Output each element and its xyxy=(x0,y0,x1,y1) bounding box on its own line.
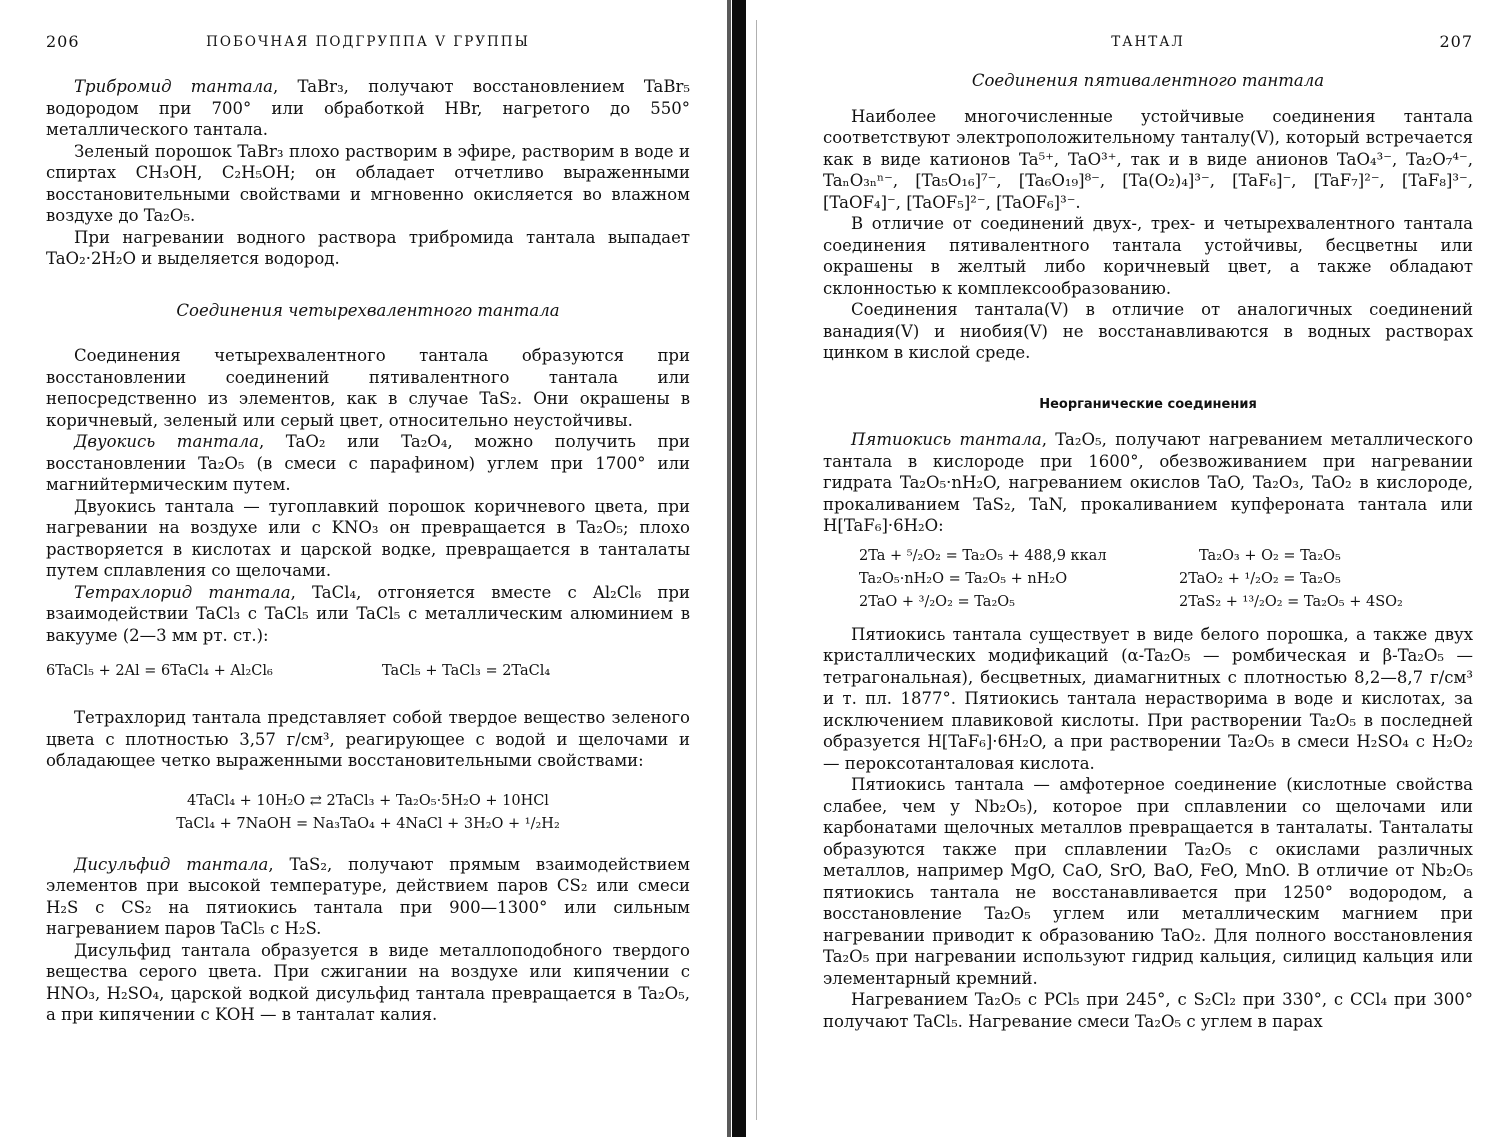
equation-row xyxy=(859,568,1447,591)
paragraph: При нагревании водного раствора трибромида тантала выпадает TaO₂·2H₂O и выделяется водород. xyxy=(46,227,690,268)
term: Дисульфид тантала xyxy=(74,854,269,874)
paragraph: Дисульфид тантала образуется в виде металлоподобного твердого вещества серого цвета. При сжигании на воздухе или кипячении с HNO₃, H₂SO₄, царской водкой дисульфид тантала превращается в Ta₂O₅, а при кипячении с KOH — в танталат калия. xyxy=(46,940,690,1024)
section-heading: Соединения пятивалентного тантала xyxy=(971,71,1325,90)
paragraph: Соединения тантала(V) в отличие от аналогичных соединений ванадия(V) и ниобия(V) не восстанавливаются в водных растворах цинком в кислой среде. xyxy=(823,300,1473,362)
paragraph-text: , TaBr₃, получают восстановлением TaBr₅ водородом при 700° или обработкой HBr, нагретого до 550° металлического тантала. xyxy=(46,77,691,139)
paragraph: Наиболее многочисленные устойчивые соединения тантала соответствуют электроположительному танталу(V), который встречается как в виде катионов Ta⁵⁺, TaO³⁺, так и в виде анионов TaO₄³⁻, Ta₂O₇⁴⁻, TaₙO₃ₙⁿ⁻, [Ta₅O₁₆]⁷⁻, [Ta₆O₁₉]⁸⁻, [Ta(O₂)₄]³⁻, [TaF₆]⁻, [TaF₇]²⁻, [TaF₈]³⁻, [TaOF₄]⁻, [TaOF₅]²⁻, [TaOF₆]³⁻. xyxy=(823,106,1473,212)
running-header: ПОБОЧНАЯ ПОДГРУППА V ГРУППЫ xyxy=(206,34,530,50)
left-page xyxy=(46,0,690,1137)
equation: 2Ta + ⁵/₂O₂ = Ta₂O₅ + 488,9 ккал xyxy=(859,547,1107,564)
right-page xyxy=(823,0,1473,1137)
right-page-header xyxy=(823,32,1473,58)
equation-row xyxy=(46,660,690,683)
page-fold-line xyxy=(756,20,757,1120)
paragraph-text: , TaS₂, получают прямым взаимодействием элементов при высокой температуре, действием паров CS₂ или смеси H₂S с CS₂ на пятиокись тантала при 900—1300° или сильным нагреванием паров TaCl₅ с H₂S. xyxy=(46,854,690,938)
book-spine xyxy=(732,0,746,1137)
paragraph xyxy=(823,429,1473,537)
paragraph: В отличие от соединений двух-, трех- и четырехвалентного тантала соединения пятивалентного тантала устойчивы, бесцветны или окрашены в желтый либо коричневый цвет, а также обладают склонностью к комплексообразованию. xyxy=(823,214,1473,298)
paragraph: Пятиокись тантала — амфотерное соединение (кислотные свойства слабее, чем у Nb₂O₅), которое при сплавлении со щелочами или карбонатами щелочных металлов превращается в танталаты. Танталаты образуются также при сплавлении Ta₂O₅ с окислами различных металлов, например MgO, CaO, SrO, BaO, FeO, MnO. В отличие от Nb₂O₅ пятиокись тантала не восстанавливается при 1250° водородом, а восстановление Ta₂O₅ углем или металлическим магнием при нагревании приводит к образованию TaO₂. Для полного восстановления Ta₂O₅ при нагревании используют гидрид кальция, силицид кальция или элементарный кремний. xyxy=(823,775,1473,988)
equation-block xyxy=(823,545,1473,614)
equation: 6TaCl₅ + 2Al = 6TaCl₄ + Al₂Cl₆ xyxy=(46,663,273,679)
equation: 2TaS₂ + ¹³/₂O₂ = Ta₂O₅ + 4SO₂ xyxy=(1179,593,1403,610)
equation-row xyxy=(859,545,1447,568)
paragraph-text: , TaCl₄, отгоняется вместе с Al₂Cl₆ при взаимодействии TaCl₃ с TaCl₅ или TaCl₅ с металлическим алюминием в вакууме (2—3 мм рт. ст.): xyxy=(46,582,690,645)
equation: Ta₂O₃ + O₂ = Ta₂O₅ xyxy=(1199,547,1341,564)
paragraph: Соединения четырехвалентного тантала образуются при восстановлении соединений пятивалентного тантала или непосредственно из элементов, как в случае TaS₂. Они окрашены в коричневый, зеленый или серый цвет, относительно неустойчивы. xyxy=(46,346,690,430)
paragraph: Тетрахлорид тантала представляет собой твердое вещество зеленого цвета с плотностью 3,57 г/см³, реагирующее с водой и щелочами и обладающее четко выраженными восстановительными свойствами: xyxy=(46,708,690,770)
equation-row xyxy=(859,591,1447,614)
section-heading: Неорганические соединения xyxy=(1039,396,1257,412)
paragraph-text: , Ta₂O₅, получают нагреванием металлического тантала в кислороде при 1600°, обезвоживанием при нагревании гидрата Ta₂O₅·nH₂O, нагреванием окислов TaO, Ta₂O₃, TaO₂ в кислороде, прокаливанием TaS₂, TaN, прокаливанием купфероната тантала или H[TaF₆]·6H₂O: xyxy=(823,430,1473,535)
paragraph xyxy=(46,76,690,141)
equation: 2TaO₂ + ¹/₂O₂ = Ta₂O₅ xyxy=(1179,570,1341,587)
left-page-header xyxy=(46,32,690,58)
paragraph-text: , TaO₂ или Ta₂O₄, можно получить при восстановлении Ta₂O₅ (в смеси с парафином) углем при 1700° или магнийтермическим путем. xyxy=(46,432,690,494)
equation: 4TaCl₄ + 10H₂O ⇄ 2TaCl₃ + Ta₂O₅·5H₂O + 10HCl xyxy=(187,792,549,809)
running-header: ТАНТАЛ xyxy=(1111,34,1185,50)
left-page-content xyxy=(46,76,690,1026)
paragraph: Пятиокись тантала существует в виде белого порошка, а также двух кристаллических модификаций (α-Ta₂O₅ — ромбическая и β-Ta₂O₅ — тетрагональная), бесцветных, диамагнитных с плотностью 8,2—8,7 г/см³ и т. пл. 1877°. Пятиокись тантала нерастворима в воде и кислотах, за исключением плавиковой кислоты. При растворении Ta₂O₅ в последней образуется H[TaF₆]·6H₂O, а при растворении Ta₂O₅ в смеси H₂SO₄ с H₂O₂ — пероксотанталовая кислота. xyxy=(823,624,1473,773)
paragraph: Зеленый порошок TaBr₃ плохо растворим в эфире, растворим в воде и спиртах CH₃OH, C₂H₅OH; он обладает отчетливо выраженными восстановительными свойствами и мгновенно окисляется во влажном воздухе до Ta₂O₅. xyxy=(46,141,690,225)
term: Тетрахлорид тантала xyxy=(74,582,291,602)
book-spine-edge xyxy=(727,0,731,1137)
paragraph xyxy=(46,431,690,496)
term: Двуокись тантала xyxy=(74,432,259,451)
equation: Ta₂O₅·nH₂O = Ta₂O₅ + nH₂O xyxy=(859,570,1068,587)
section-heading: Соединения четырехвалентного тантала xyxy=(176,300,560,320)
term: Трибромид тантала xyxy=(74,77,273,96)
equation: 2TaO + ³/₂O₂ = Ta₂O₅ xyxy=(859,593,1015,610)
paragraph xyxy=(46,582,690,647)
right-page-content xyxy=(823,70,1473,1032)
paragraph: Двуокись тантала — тугоплавкий порошок коричневого цвета, при нагревании на воздухе или с KNO₃ он превращается в Ta₂O₅; плохо растворяется в кислотах и царской водке, превращается в танталаты путем сплавления со щелочами. xyxy=(46,496,690,580)
page-number: 206 xyxy=(46,32,80,51)
equation: TaCl₅ + TaCl₃ = 2TaCl₄ xyxy=(382,663,551,679)
equation: TaCl₄ + 7NaOH = Na₃TaO₄ + 4NaCl + 3H₂O + ¹/₂H₂ xyxy=(176,815,560,832)
page-number: 207 xyxy=(1439,32,1473,51)
term: Пятиокись тантала xyxy=(851,430,1042,449)
paragraph xyxy=(46,854,690,940)
paragraph: Нагреванием Ta₂O₅ с PCl₅ при 245°, с S₂Cl₂ при 330°, с CCl₄ при 300° получают TaCl₅. Нагревание смеси Ta₂O₅ с углем в парах xyxy=(823,990,1473,1031)
